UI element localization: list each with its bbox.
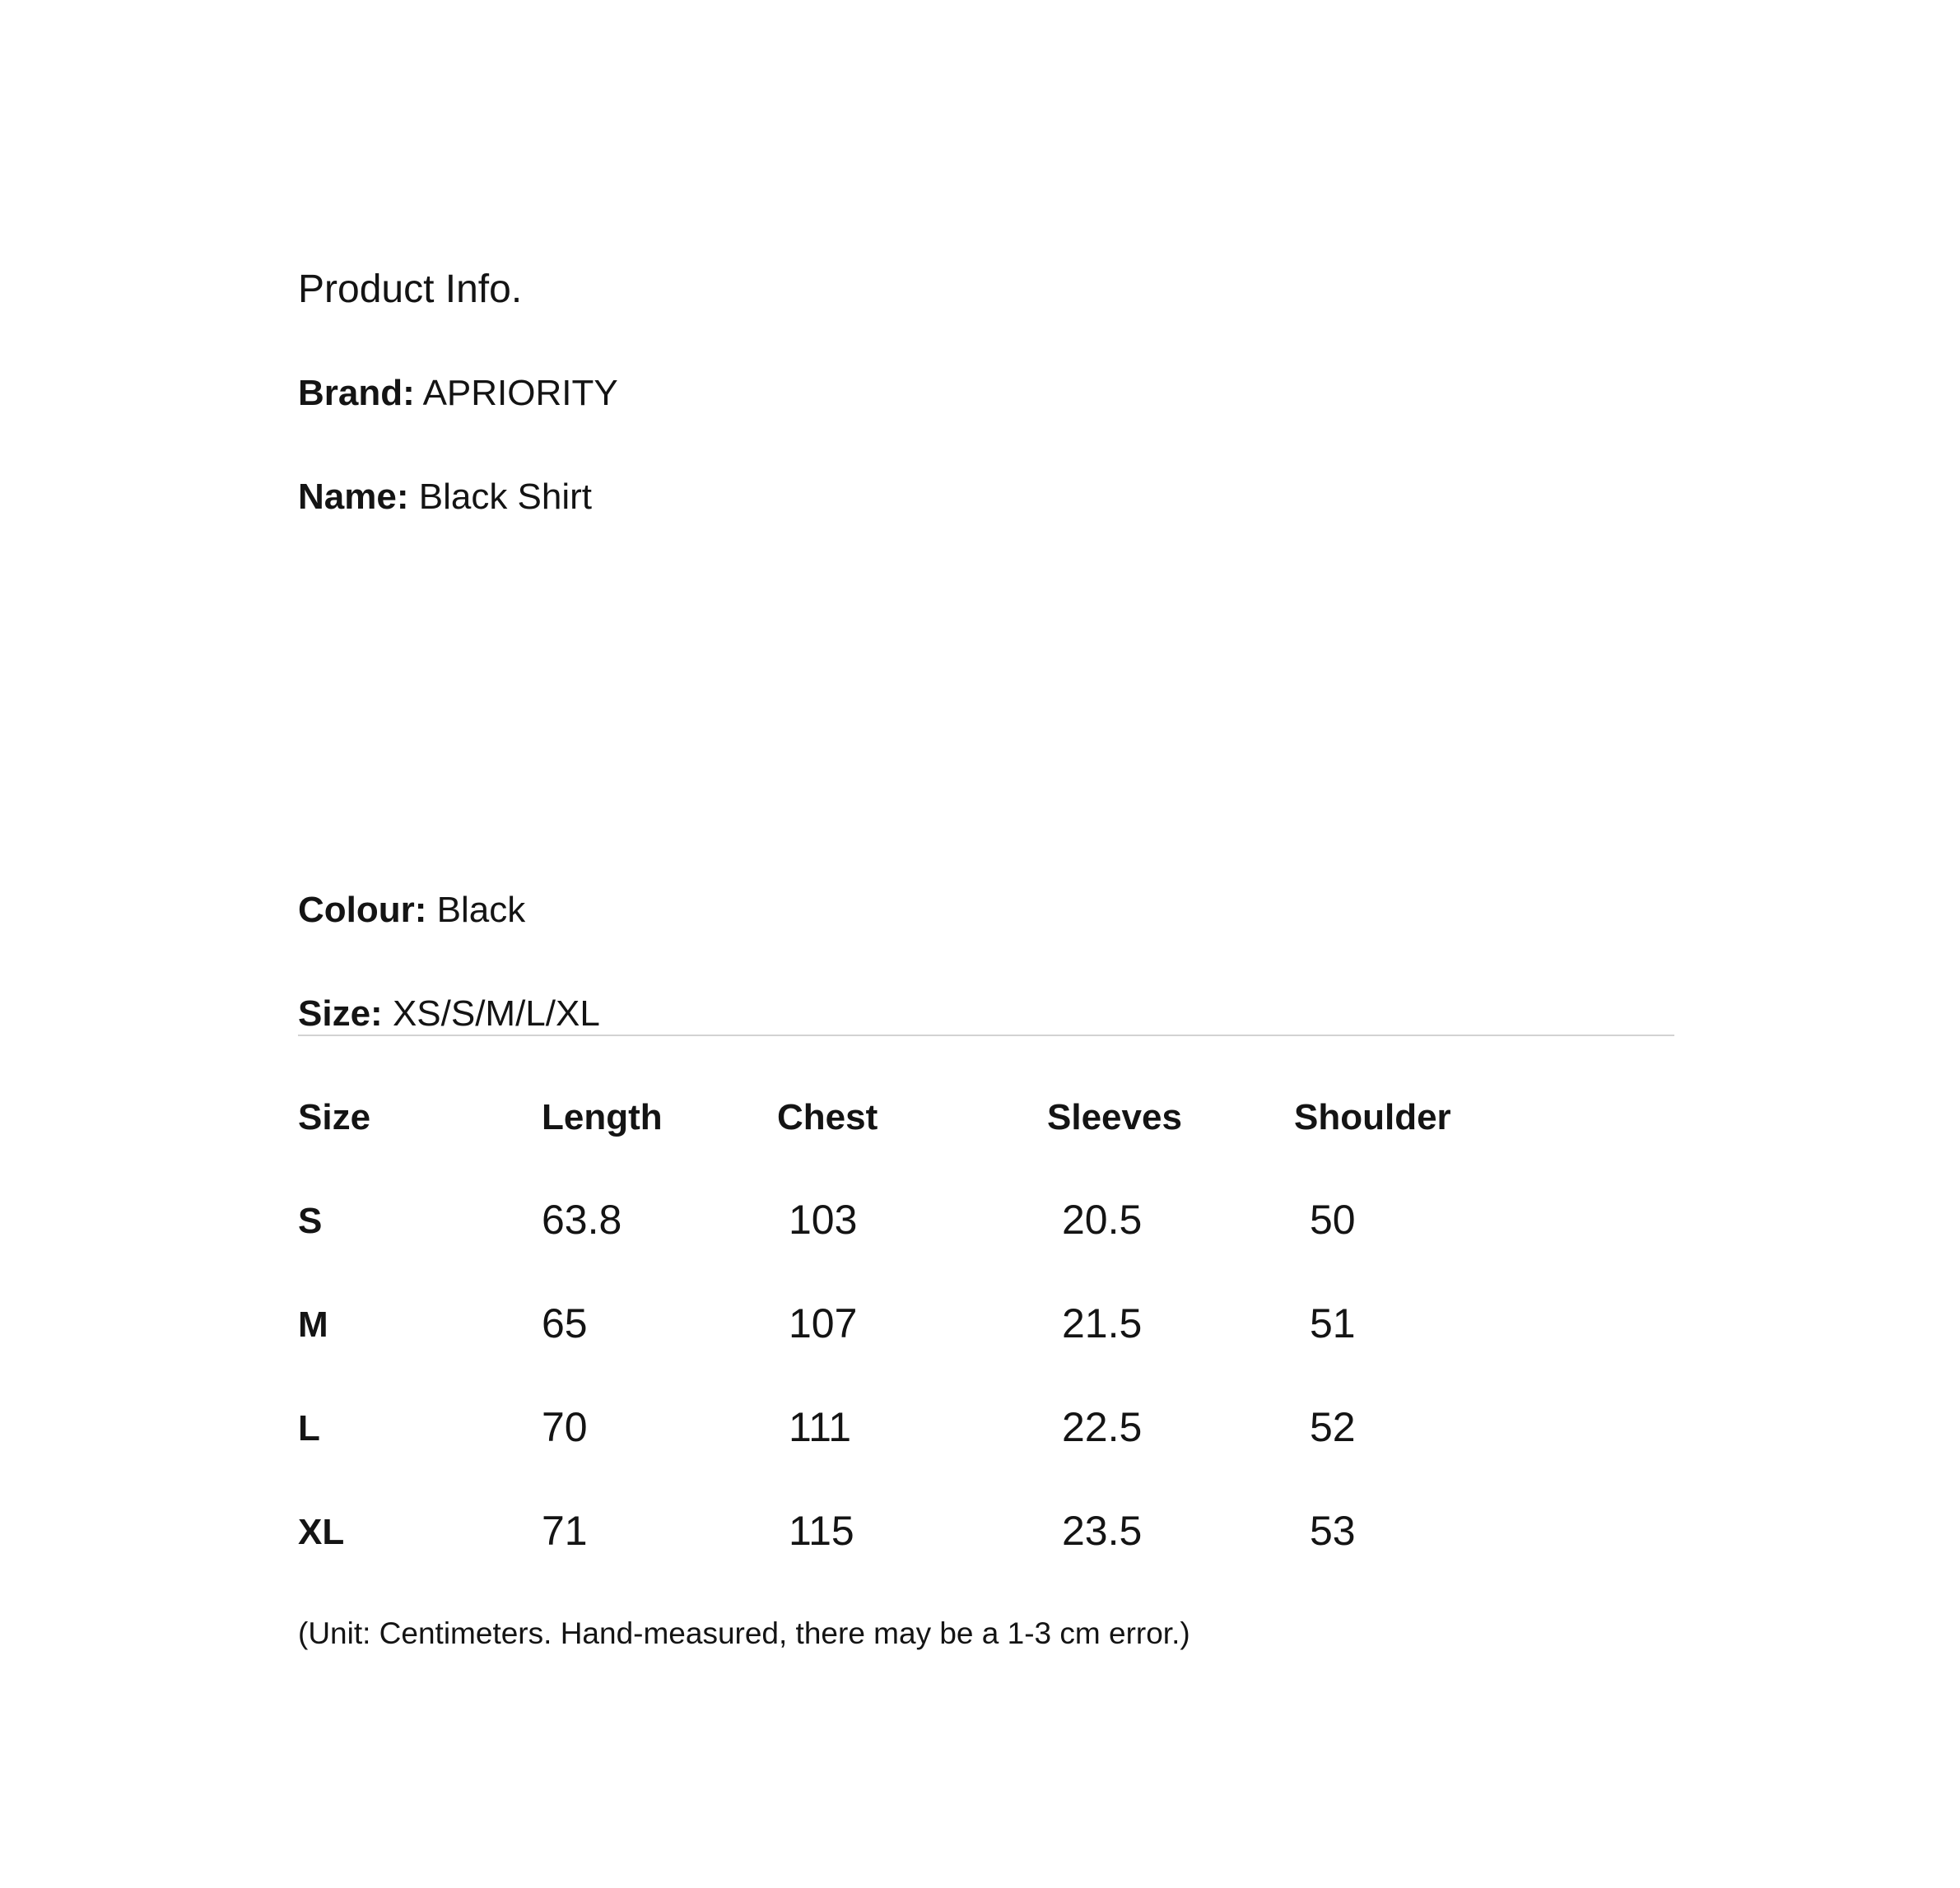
table-cell-size: L <box>298 1408 320 1449</box>
brand-label: Brand: <box>298 373 415 413</box>
table-header-chest: Chest <box>777 1097 878 1137</box>
table-cell-sleeves: 21.5 <box>1062 1300 1143 1346</box>
table-cell-chest: 111 <box>789 1404 852 1450</box>
table-cell-length: 71 <box>542 1508 588 1554</box>
table-cell-shoulder: 50 <box>1310 1197 1356 1243</box>
size-row <box>298 991 600 1037</box>
table-cell-chest: 115 <box>789 1508 854 1554</box>
table-header-length: Length <box>542 1097 663 1137</box>
size-label: Size: <box>298 993 383 1034</box>
divider <box>298 1035 1674 1036</box>
table-cell-shoulder: 53 <box>1310 1508 1356 1554</box>
table-cell-length: 63.8 <box>542 1197 622 1243</box>
name-value: Black Shirt <box>418 477 593 517</box>
colour-value: Black <box>436 890 526 930</box>
brand-row <box>298 370 618 416</box>
table-cell-size: XL <box>298 1512 345 1552</box>
table-cell-length: 70 <box>542 1404 588 1450</box>
table-cell-length: 65 <box>542 1300 588 1346</box>
table-header-sleeves: Sleeves <box>1047 1097 1182 1137</box>
unit-footnote: (Unit: Centimeters. Hand-measured, there may be a 1-3 cm error.) <box>298 1616 1190 1650</box>
name-label: Name: <box>298 477 409 517</box>
name-row <box>298 474 592 520</box>
table-cell-sleeves: 20.5 <box>1062 1197 1143 1243</box>
table-cell-sleeves: 23.5 <box>1062 1508 1143 1554</box>
table-cell-sleeves: 22.5 <box>1062 1404 1143 1450</box>
brand-value: APRIORITY <box>422 373 618 413</box>
table-cell-chest: 107 <box>789 1300 858 1346</box>
table-cell-size: S <box>298 1201 323 1241</box>
page-title: Product Info. <box>298 267 523 311</box>
table-cell-shoulder: 51 <box>1310 1300 1356 1346</box>
colour-label: Colour: <box>298 890 427 930</box>
table-header-shoulder: Shoulder <box>1294 1097 1451 1137</box>
table-header-size: Size <box>298 1097 371 1137</box>
table-cell-chest: 103 <box>789 1197 858 1243</box>
colour-row <box>298 887 525 933</box>
size-value: XS/S/M/L/XL <box>392 993 600 1034</box>
table-cell-size: M <box>298 1304 328 1345</box>
table-cell-shoulder: 52 <box>1310 1404 1356 1450</box>
